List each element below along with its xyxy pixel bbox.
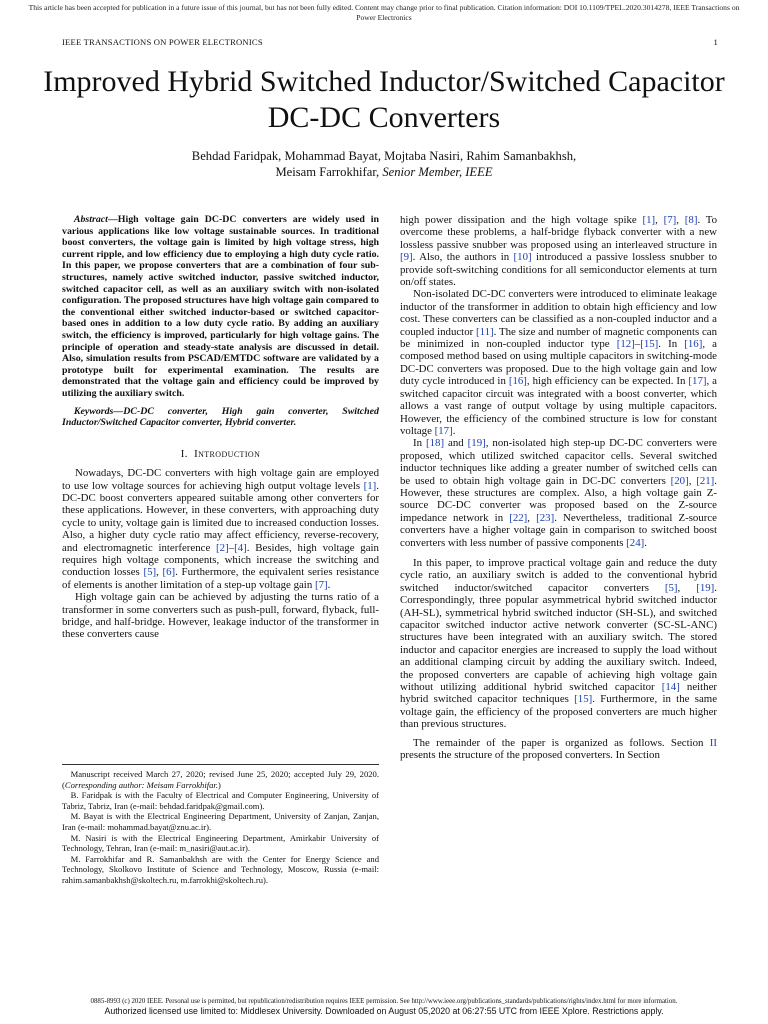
- citation-link[interactable]: [9]: [400, 251, 413, 264]
- citation-link[interactable]: [11]: [476, 325, 494, 338]
- journal-name: IEEE TRANSACTIONS ON POWER ELECTRONICS: [62, 37, 263, 47]
- citation-link[interactable]: [17]: [688, 375, 707, 388]
- paragraph-text: ,: [677, 581, 697, 594]
- author-name-last: Meisam Farrokhifar,: [275, 165, 380, 179]
- paper-title: Improved Hybrid Switched Inductor/Switched Capacitor DC-DC Converters: [43, 65, 725, 134]
- paragraph-text: and: [444, 437, 468, 450]
- paragraph-text: . Furthermore, in the same voltage gain, the efficiency of the proposed converters are much higher than previous structures.: [400, 693, 718, 731]
- footnote-rule: [62, 764, 379, 765]
- paragraph-text: ,: [688, 474, 697, 487]
- author-line-1: Behdad Faridpak, Mohammad Bayat, Mojtaba Nasiri, Rahim Samanbakhsh,: [191, 149, 577, 163]
- paragraph-text: Non-isolated DC-DC converters were introduced to eliminate leakage inductor of the transformer in addition to obtain high efficiency and low cost. These converters can be classified as a non-coupled inductor and a coupled inductor: [400, 288, 717, 338]
- citation-link[interactable]: [17]: [434, 424, 453, 437]
- paragraph-text: .: [644, 536, 647, 549]
- paragraph-text: , a composed method based on using multiple capacitors in switching-mode DC-DC converters was proposed. Due to the high voltage gain and low duty cycle introduced in: [400, 338, 717, 388]
- citation-link[interactable]: [10]: [513, 251, 532, 264]
- paragraph-text: The remainder of the paper is organized as follows. Section: [413, 736, 710, 749]
- citation-link[interactable]: [16]: [508, 375, 527, 388]
- author-list: [60, 148, 708, 180]
- citation-link[interactable]: [6]: [162, 566, 176, 579]
- paragraph-text: . Correspondingly, three popular asymmetrical hybrid switched inductor (AH-SL), symmetrical hybrid switched inductor (SH-SL), and switched capacitor switched inductor active network converter (SC-SL-ANC) structures have been integrated with an auxiliary switch. The stored inductor and capacitor energies are increased to supply the load without an additional clamping circuit by adding the auxiliary switch. Indeed, the proposed converters are capable of achieving high voltage gain without utilizing additional hybrid switched capacitor: [400, 581, 717, 694]
- copyright-notice: 0885-8993 (c) 2020 IEEE. Personal use is permitted, but republication/redistribution requires IEEE permission. See http://www.ieee.org/publications_standards/publications/rights/index.html for more information.: [90, 998, 678, 1005]
- paragraph-text: –: [228, 541, 235, 554]
- intro-paragraph-2-cont: [400, 214, 717, 288]
- paragraph-text: high power dissipation and the high voltage spike: [400, 214, 643, 226]
- citation-link[interactable]: [5]: [143, 566, 157, 579]
- citation-link[interactable]: [19]: [696, 581, 715, 594]
- paragraph-text: High voltage gain can be achieved by adjusting the turns ratio of a transformer in some converters such as push-pull, forward, flyback, full-bridge, and half-bridge. However, leakage inductor of the transformer in these converters cause: [62, 591, 379, 641]
- citation-link[interactable]: [24]: [626, 536, 645, 549]
- paragraph-text: . Furthermore, the equivalent series resistance of elements is another limitation of a step-up voltage gain: [62, 566, 380, 591]
- citation-link[interactable]: [19]: [467, 437, 486, 450]
- paragraph-text: presents the structure of the proposed converters. In Section: [400, 749, 660, 762]
- paragraph-text: . Nevertheless, traditional Z-source converters have a higher voltage gain in comparison to switched boost converters with less number of passive components: [400, 511, 717, 549]
- citation-link[interactable]: [7]: [314, 578, 328, 591]
- intro-paragraph-1: [62, 467, 379, 591]
- paragraph-text: . Also, the authors in: [412, 251, 514, 264]
- paragraph-text: –: [634, 338, 641, 351]
- author-line-2: [60, 164, 708, 180]
- citation-link[interactable]: [20]: [670, 474, 689, 487]
- paragraph-text: . To overcome these problems, a half-bridge flyback converter with a new lossless passive snubber was proposed using an interleaved structure in: [400, 214, 718, 251]
- paragraph-text: ,: [527, 511, 537, 524]
- paragraph-text: ,: [655, 214, 664, 226]
- authorized-use-notice: Authorized licensed use limited to: Middlesex University. Downloaded on August 05,2020 at 06:27:55 UTC from IEEE Xplore. Restrictions apply.: [104, 1006, 664, 1016]
- section-heading-introduction: [62, 448, 379, 460]
- paragraph-text: In: [413, 437, 427, 450]
- intro-paragraph-6: [400, 737, 717, 762]
- paragraph-text: In this paper, to improve practical voltage gain and reduce the duty cycle ratio, an auxiliary switch is added to the conventional hybrid switched inductor/switched capacitor converters: [400, 556, 717, 594]
- section-number: I.: [180, 447, 188, 460]
- footnote-nasiri: M. Nasiri is with the Electrical Engineering Department, Amirkabir University of Technology, Tehran, Iran (e-mail: m_nasiri@aut.ac.ir).: [62, 832, 379, 854]
- intro-paragraph-4: [400, 437, 717, 549]
- citation-link[interactable]: [23]: [536, 511, 555, 524]
- paragraph-text: . However, these structures are complex. Also, a high voltage gain Z-source DC-DC converter was proposed based on the Z-source impedance network in: [400, 474, 717, 524]
- citation-link[interactable]: [15]: [640, 338, 659, 351]
- running-header: [62, 37, 718, 47]
- paragraph-text: , high efficiency can be expected. In: [526, 375, 689, 388]
- paragraph-text: . The size and number of magnetic components can be minimized in non-coupled inductor type: [400, 325, 717, 351]
- intro-paragraph-5: [400, 557, 717, 731]
- citation-link[interactable]: [2]: [216, 541, 229, 554]
- citation-link[interactable]: [1]: [363, 479, 377, 492]
- paragraph-text: ,: [676, 214, 685, 226]
- right-column: [400, 214, 717, 761]
- footnote-manuscript: [62, 769, 379, 790]
- abstract-lead: Abstract: [73, 214, 108, 225]
- paragraph-text: .: [327, 578, 331, 591]
- footnote-corresponding: Corresponding author: Meisam Farrokhifar.: [64, 779, 218, 790]
- citation-link[interactable]: [21]: [696, 474, 715, 487]
- paragraph-text: . Besides, high voltage gain requires high voltage components, which increase the switching and conduction losses: [62, 541, 379, 579]
- citation-link[interactable]: [12]: [616, 338, 635, 351]
- abstract-text: —High voltage gain DC-DC converters are widely used in various applications like low voltage sustainable sources. In traditional boost converters, the voltage gain is limited by high voltage stress, high current ripple, and low efficiency due to employing a high duty cycle ratio. In this paper, we propose converters that are a combination of four sub-structures, namely active switched inductor, passive switched inductor, switched capacitor cell, as well as an auxiliary switch with non-isolated configuration. The proposed structures have high voltage gain compared to the conventional either switched inductor-based or switched capacitor-based ones in addition to a low duty cycle ratio. By adding an auxiliary switch, the efficiency is improved, particularly for high voltage gains. The principle of operation and steady-state analysis are discussed in detail. Also, simulation results from PSCAD/EMTDC software are validated by a prototype built for experimental examination. The results are demonstrated that the voltage gain and efficiency could be improved by utilizing the auxiliary switch.: [62, 214, 379, 399]
- footnotes: [62, 764, 379, 886]
- footnote-bayat: M. Bayat is with the Electrical Engineering Department, University of Zanjan, Zanjan, Iran (e-mail: mohammad.bayat@znu.ac.ir).: [62, 811, 379, 832]
- citation-link[interactable]: II: [709, 736, 717, 749]
- citation-link[interactable]: [7]: [663, 214, 677, 226]
- paragraph-text: introduced a passive lossless snubber to provide soft-switching conditions for all semiconductor elements at turn on/off states.: [400, 251, 718, 289]
- page-number: 1: [713, 37, 718, 47]
- citation-link[interactable]: [22]: [509, 511, 528, 524]
- section-title: Introduction: [194, 447, 261, 460]
- left-column: [62, 214, 379, 641]
- paragraph-text: . DC-DC boost converters appeared suitable among other converters for these applications. However, in these converters, with approaching duty cycle to unity, voltage gain is limited due to increased conduction losses. Also, a higher duty cycle ratio may affect efficiency, reverse-recovery, and electromagnetic interference: [62, 479, 379, 554]
- membership-grade: Senior Member, IEEE: [382, 165, 493, 179]
- paragraph-text: .: [452, 424, 456, 437]
- paragraph-text: ,: [156, 566, 163, 579]
- citation-link[interactable]: [16]: [684, 338, 703, 351]
- paragraph-text: , non-isolated high step-up DC-DC converters were proposed, which utilized switched capacitor cells. Several switched inductor techniques like adding a greater number of switched cells can be used to obtain high voltage gain in DC-DC converters: [400, 437, 717, 487]
- paragraph-text: , a switched capacitor circuit was integrated with a boost converter, which allows a vast range of output voltage by using multiple capacitors. However, the efficiency of the combined structure is low for constant voltage: [400, 375, 717, 437]
- citation-link[interactable]: [14]: [661, 681, 680, 694]
- intro-paragraph-2: [62, 591, 379, 641]
- intro-paragraph-3: [400, 288, 717, 437]
- footnote-farrokhifar: M. Farrokhifar and R. Samanbakhsh are with the Center for Energy Science and Technology, Skolkovo Institute of Science and Technology, Moscow, Russia (e-mail: rahim.samanbakhsh@skoltech.ru, m.farrokhi@skoltech.ru).: [62, 853, 379, 885]
- paragraph-text: . In: [658, 338, 685, 351]
- footnote-faridpak: B. Faridpak is with the Faculty of Electrical and Computer Engineering, University of Tabriz, Tabriz, Iran (e-mail: behdad.faridpak@gmail.com).: [62, 790, 379, 811]
- citation-link[interactable]: [8]: [684, 214, 698, 226]
- citation-link[interactable]: [1]: [642, 214, 656, 226]
- paragraph-text: Nowadays, DC-DC converters with high voltage gain are employed to use low voltage sources for achieving high output voltage levels: [62, 467, 379, 492]
- keywords: Keywords—DC-DC converter, High gain converter, Switched Inductor/Switched Capacitor converter, Hybrid converter.: [62, 405, 379, 429]
- citation-link[interactable]: [5]: [664, 581, 678, 594]
- citation-link[interactable]: [18]: [426, 437, 445, 450]
- publication-notice: This article has been accepted for publication in a future issue of this journal, but has not been fully edited. Content may change prior to final publication. Citation information: DOI 10.1109/TPEL.2020.3014278, IEEE Transactions on Power Electronics: [28, 3, 740, 22]
- citation-link[interactable]: [15]: [574, 693, 593, 706]
- footnote-dates: Manuscript received March 27, 2020; revised June 25, 2020; accepted July 29, 2020. (: [62, 769, 379, 790]
- citation-link[interactable]: [4]: [234, 541, 247, 554]
- abstract: [62, 214, 379, 400]
- paragraph-text: neither hybrid switched capacitor techniques: [400, 681, 718, 706]
- footnote-close: ): [217, 779, 221, 790]
